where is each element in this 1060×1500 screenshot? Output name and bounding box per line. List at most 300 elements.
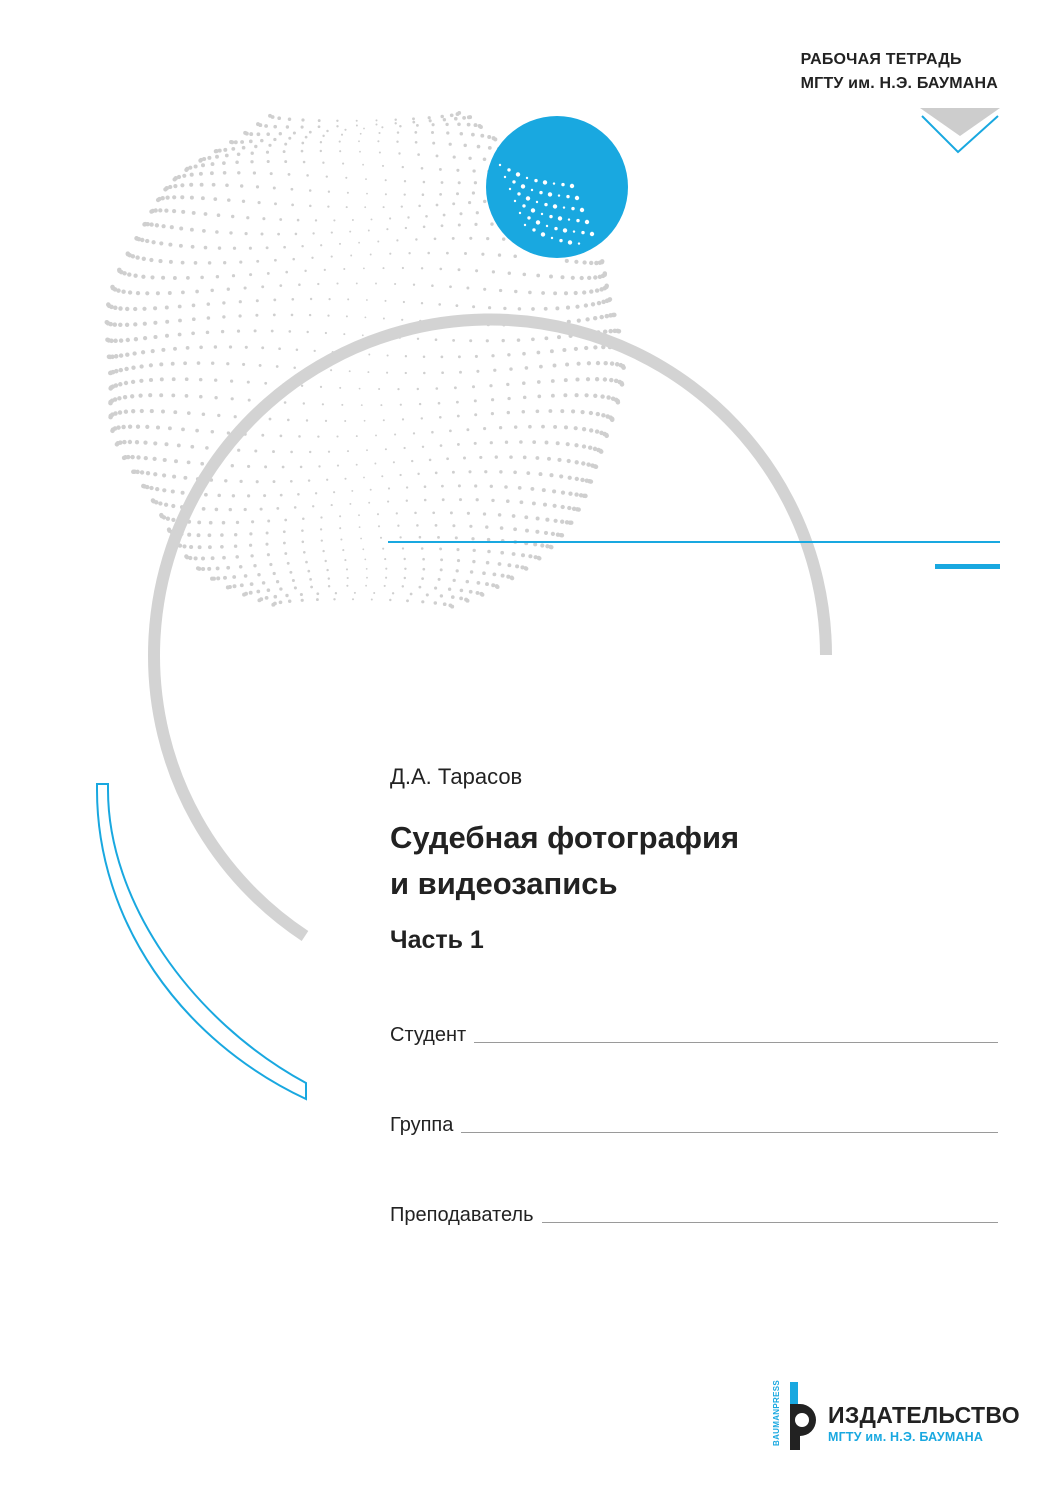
sphere-dot	[441, 224, 444, 227]
sphere-dot	[541, 291, 545, 295]
sphere-dot	[616, 400, 621, 405]
sphere-dot	[207, 302, 211, 306]
sphere-dot	[407, 216, 409, 218]
sphere-dot	[404, 180, 406, 182]
sphere-dot	[571, 409, 575, 413]
sphere-dot	[192, 211, 196, 215]
sphere-dot	[421, 600, 424, 603]
sphere-dot	[452, 339, 455, 342]
blue-circle-dot	[526, 177, 528, 179]
sphere-dot	[231, 464, 234, 467]
sphere-dot	[480, 134, 484, 138]
sphere-dot	[326, 569, 328, 571]
sphere-dot	[143, 322, 147, 326]
blue-circle-dot	[519, 212, 521, 214]
sphere-dot	[483, 288, 486, 291]
sphere-dot	[441, 181, 444, 184]
sphere-dot	[151, 349, 155, 353]
sphere-dot	[161, 276, 165, 280]
sphere-dot	[541, 425, 545, 429]
sphere-dot	[178, 305, 182, 309]
sphere-dot	[202, 157, 206, 161]
sphere-dot	[378, 525, 380, 527]
sphere-dot	[417, 153, 420, 156]
student-blank-line[interactable]	[474, 1041, 998, 1043]
sphere-dot	[239, 314, 242, 317]
sphere-dot	[368, 502, 370, 504]
sphere-dot	[223, 171, 227, 175]
sphere-dot	[474, 484, 477, 487]
sphere-dot	[207, 567, 211, 571]
sphere-dot	[128, 440, 132, 444]
sphere-dot	[368, 230, 370, 232]
sphere-dot	[320, 141, 322, 143]
sphere-dot	[314, 350, 316, 352]
sphere-dot	[358, 514, 360, 516]
sphere-dot	[575, 305, 579, 309]
sphere-dot	[596, 412, 600, 416]
sphere-dot	[443, 118, 446, 121]
sphere-dot	[218, 149, 222, 153]
sphere-dot	[264, 382, 267, 385]
sphere-dot	[222, 521, 226, 525]
sphere-dot	[270, 172, 273, 175]
blue-circle-dot	[563, 228, 567, 232]
sphere-dot	[376, 124, 378, 126]
sphere-dot	[163, 458, 167, 462]
blue-circle-dot	[526, 196, 530, 200]
sphere-dot	[423, 226, 426, 229]
sphere-dot	[343, 268, 345, 270]
sphere-dot	[118, 410, 122, 414]
sphere-dot	[483, 200, 486, 203]
sphere-dot	[131, 254, 135, 258]
sphere-dot	[385, 568, 387, 570]
sphere-dot	[489, 384, 492, 387]
sphere-dot	[474, 181, 477, 184]
sphere-dot	[128, 290, 132, 294]
sphere-dot	[222, 315, 225, 318]
sphere-dot	[267, 520, 270, 523]
sphere-dot	[374, 463, 376, 465]
sphere-dot	[267, 272, 270, 275]
sphere-dot	[574, 426, 578, 430]
sphere-dot	[535, 456, 539, 460]
sphere-dot	[128, 425, 132, 429]
sphere-dot	[315, 219, 317, 221]
sphere-dot	[423, 181, 426, 184]
sphere-dot	[382, 165, 384, 167]
sphere-dot	[549, 275, 553, 279]
sphere-dot	[194, 261, 198, 265]
sphere-dot	[114, 354, 119, 359]
sphere-dot	[197, 520, 201, 524]
blue-circle-dot	[521, 184, 525, 188]
sphere-dot	[363, 268, 365, 270]
sphere-dot	[448, 588, 451, 591]
sphere-dot	[248, 399, 251, 402]
sphere-dot	[146, 471, 150, 475]
sphere-dot	[226, 566, 230, 570]
sphere-dot	[526, 471, 530, 475]
sphere-dot	[525, 366, 529, 370]
sphere-dot	[608, 297, 613, 302]
sphere-dot	[410, 593, 413, 596]
sphere-dot	[610, 418, 615, 423]
sphere-dot	[513, 527, 517, 531]
sphere-dot	[506, 499, 510, 503]
sphere-dot	[170, 225, 174, 229]
sphere-dot	[279, 132, 282, 135]
sphere-dot	[256, 480, 259, 483]
sphere-dot	[402, 267, 404, 269]
sphere-dot	[347, 577, 349, 579]
sphere-dot	[216, 576, 220, 580]
sphere-dot	[298, 435, 301, 438]
sphere-dot	[583, 494, 587, 498]
sphere-dot	[309, 131, 312, 134]
sphere-dot	[591, 302, 595, 306]
sphere-dot	[280, 435, 283, 438]
sphere-dot	[345, 177, 347, 179]
sphere-dot	[273, 125, 277, 129]
sphere-dot	[536, 274, 540, 278]
sphere-dot	[440, 594, 443, 597]
sphere-dot	[118, 440, 123, 445]
sphere-dot	[159, 241, 163, 245]
sphere-dot	[237, 171, 240, 174]
sphere-dot	[202, 507, 206, 511]
sphere-dot	[552, 489, 556, 493]
sphere-dot	[316, 598, 319, 601]
sphere-dot	[481, 253, 484, 256]
sphere-dot	[297, 219, 300, 222]
sphere-dot	[232, 575, 236, 579]
sphere-dot	[462, 116, 466, 120]
sphere-dot	[539, 472, 543, 476]
sphere-dot	[172, 475, 176, 479]
sphere-dot	[413, 284, 415, 286]
sphere-dot	[503, 307, 506, 310]
sphere-dot	[315, 492, 317, 494]
sphere-dot	[282, 466, 285, 469]
sphere-dot	[343, 333, 345, 335]
sphere-dot	[487, 538, 490, 541]
sphere-dot	[140, 238, 144, 242]
sphere-dot	[584, 393, 588, 397]
sphere-dot	[404, 558, 406, 560]
sphere-dot	[305, 561, 308, 564]
sphere-dot	[352, 598, 354, 600]
sphere-dot	[134, 337, 138, 341]
sphere-dot	[300, 593, 303, 596]
sphere-dot	[221, 330, 224, 333]
sphere-dot	[301, 126, 304, 129]
sphere-dot	[491, 583, 495, 587]
sphere-dot	[211, 162, 215, 166]
sphere-dot	[551, 394, 555, 398]
sphere-dot	[249, 247, 252, 250]
sphere-dot	[466, 428, 469, 431]
sphere-dot	[235, 161, 239, 165]
sphere-dot	[328, 191, 330, 193]
sphere-dot	[301, 150, 304, 153]
sphere-dot	[356, 435, 358, 437]
sphere-dot	[560, 533, 564, 537]
sphere-dot	[333, 598, 335, 600]
sphere-dot	[456, 169, 459, 172]
sphere-dot	[161, 348, 165, 352]
blue-circle-dot	[558, 194, 560, 196]
sphere-dot	[411, 460, 413, 462]
sphere-dot	[361, 404, 363, 406]
sphere-dot	[305, 136, 308, 139]
sphere-dot	[476, 591, 480, 595]
sphere-dot	[491, 398, 494, 401]
sphere-dot	[476, 498, 479, 501]
sphere-dot	[387, 354, 389, 356]
sphere-dot	[318, 465, 320, 467]
sphere-dot	[569, 521, 573, 525]
sphere-dot	[495, 585, 499, 589]
sphere-dot	[292, 579, 295, 582]
sphere-dot	[260, 139, 264, 143]
sphere-dot	[358, 140, 360, 142]
sphere-dot	[204, 493, 208, 497]
sphere-dot	[385, 179, 387, 181]
sphere-dot	[200, 183, 204, 187]
sphere-dot	[459, 212, 462, 215]
sphere-dot	[490, 485, 493, 488]
sphere-dot	[331, 256, 333, 258]
sphere-dot	[514, 425, 517, 428]
sphere-dot	[197, 533, 201, 537]
sphere-dot	[495, 455, 498, 458]
sphere-dot	[402, 585, 404, 587]
sphere-dot	[600, 394, 604, 398]
sphere-dot	[187, 411, 191, 415]
sphere-dot	[118, 382, 122, 386]
sphere-dot	[595, 288, 599, 292]
sphere-dot	[131, 380, 135, 384]
sphere-dot	[226, 362, 229, 365]
sphere-dot	[606, 395, 610, 399]
sphere-dot	[274, 259, 277, 262]
sphere-dot	[454, 117, 458, 121]
sphere-dot	[188, 556, 192, 560]
sphere-dot	[456, 548, 459, 551]
sphere-dot	[325, 420, 327, 422]
blue-circle-dot	[573, 230, 575, 232]
sphere-dot	[531, 307, 535, 311]
sphere-dot	[405, 355, 407, 357]
sphere-dot	[327, 314, 329, 316]
sphere-dot	[346, 585, 348, 587]
sphere-dot	[577, 362, 581, 366]
sphere-dot	[273, 298, 276, 301]
sphere-dot	[549, 545, 553, 549]
sphere-dot	[317, 283, 319, 285]
sphere-dot	[359, 388, 361, 390]
sphere-dot	[124, 410, 128, 414]
sphere-dot	[235, 555, 239, 559]
sphere-dot	[486, 339, 489, 342]
sphere-dot	[488, 306, 491, 309]
sphere-dot	[292, 258, 295, 261]
sphere-dot	[264, 124, 268, 128]
sphere-dot	[604, 284, 609, 289]
sphere-dot	[580, 478, 584, 482]
sphere-dot	[582, 427, 586, 431]
sphere-dot	[562, 348, 566, 352]
sphere-dot	[454, 386, 457, 389]
sphere-dot	[359, 151, 361, 153]
sphere-dot	[404, 568, 406, 570]
sphere-dot	[537, 556, 541, 560]
sphere-dot	[218, 246, 221, 249]
group-label: Группа	[390, 1114, 454, 1136]
sphere-dot	[599, 315, 603, 319]
sphere-dot	[373, 592, 375, 594]
sphere-dot	[161, 224, 165, 228]
sphere-dot	[413, 432, 415, 434]
sphere-dot	[475, 355, 478, 358]
sphere-dot	[350, 255, 352, 257]
sphere-dot	[158, 208, 162, 212]
sphere-dot	[506, 383, 509, 386]
sphere-dot	[476, 370, 479, 373]
sphere-dot	[437, 536, 440, 539]
sphere-dot	[589, 289, 593, 293]
sphere-dot	[322, 403, 324, 405]
sphere-dot	[397, 525, 399, 527]
sphere-dot	[309, 314, 311, 316]
sphere-dot	[247, 494, 250, 497]
sphere-dot	[442, 498, 445, 501]
sphere-dot	[155, 223, 159, 227]
blue-circle-dot	[566, 195, 569, 198]
sphere-dot	[309, 205, 312, 208]
sphere-dot	[401, 205, 403, 207]
sphere-dot	[262, 217, 265, 220]
sphere-dot	[274, 202, 277, 205]
sphere-dot	[339, 141, 341, 143]
sphere-dot	[523, 456, 527, 460]
sphere-dot	[490, 222, 493, 225]
sphere-dot	[261, 285, 264, 288]
sphere-dot	[459, 371, 462, 374]
sphere-dot	[318, 125, 321, 128]
teacher-blank-line[interactable]	[542, 1221, 999, 1223]
sphere-dot	[405, 227, 407, 229]
sphere-dot	[142, 257, 146, 261]
sphere-dot	[378, 132, 380, 134]
sphere-dot	[532, 440, 536, 444]
sphere-dot	[113, 339, 118, 344]
sphere-dot	[487, 550, 491, 554]
sphere-dot	[439, 268, 442, 271]
sphere-dot	[201, 567, 205, 571]
sphere-dot	[431, 284, 434, 287]
blue-circle-dot	[561, 183, 564, 186]
sphere-dot	[568, 492, 572, 496]
blue-circle-dot	[578, 242, 580, 244]
sphere-dot	[159, 393, 163, 397]
sphere-dot	[118, 306, 122, 310]
sphere-dot	[190, 445, 194, 449]
sphere-dot	[472, 191, 475, 194]
sphere-dot	[553, 291, 557, 295]
sphere-dot	[141, 275, 145, 279]
sphere-dot	[162, 488, 166, 492]
sphere-dot	[550, 349, 554, 353]
sphere-dot	[135, 255, 139, 259]
sphere-dot	[349, 503, 351, 505]
sphere-dot	[472, 385, 475, 388]
sphere-dot	[165, 334, 169, 338]
sphere-dot	[557, 335, 561, 339]
sphere-dot	[213, 197, 217, 201]
sphere-dot	[254, 329, 257, 332]
sphere-dot	[349, 370, 351, 372]
sphere-dot	[325, 560, 327, 562]
sphere-dot	[272, 450, 275, 453]
sphere-dot	[298, 283, 301, 286]
sphere-dot	[468, 115, 472, 119]
sphere-dot	[466, 599, 470, 603]
sphere-dot	[119, 338, 123, 342]
sphere-dot	[141, 350, 145, 354]
sphere-dot	[212, 577, 216, 581]
sphere-dot	[249, 132, 253, 136]
sphere-dot	[201, 557, 205, 561]
sphere-dot	[600, 259, 605, 264]
publisher-line-2: МГТУ им. Н.Э. БАУМАНА	[828, 1430, 984, 1444]
sphere-dot	[145, 222, 149, 226]
group-blank-line[interactable]	[461, 1131, 998, 1133]
sphere-dot	[416, 124, 419, 127]
sphere-dot	[396, 141, 398, 143]
sphere-dot	[580, 276, 584, 280]
sphere-dot	[500, 551, 504, 555]
sphere-dot	[234, 415, 237, 418]
sphere-dot	[250, 582, 254, 586]
sphere-dot	[537, 351, 541, 355]
sphere-dot	[452, 524, 455, 527]
author-name: Д.А. Тарасов	[390, 764, 523, 789]
sphere-dot	[389, 253, 391, 255]
sphere-dot	[604, 434, 609, 439]
sphere-dot	[159, 362, 163, 366]
sphere-dot	[164, 503, 168, 507]
sphere-dot	[548, 409, 552, 413]
sphere-dot	[525, 529, 529, 533]
sphere-dot	[423, 355, 426, 358]
sphere-dot	[341, 404, 343, 406]
sphere-dot	[259, 597, 263, 601]
blue-circle-dot	[536, 220, 540, 224]
sphere-dot	[446, 252, 449, 255]
sphere-dot	[356, 464, 358, 466]
sphere-dot	[244, 592, 248, 596]
sphere-dot	[455, 536, 458, 539]
sphere-dot	[370, 489, 372, 491]
sphere-dot	[215, 230, 219, 234]
blue-circle-dot	[534, 179, 537, 182]
sphere-dot	[507, 563, 511, 567]
sphere-dot	[581, 461, 585, 465]
sphere-dot	[435, 472, 438, 475]
